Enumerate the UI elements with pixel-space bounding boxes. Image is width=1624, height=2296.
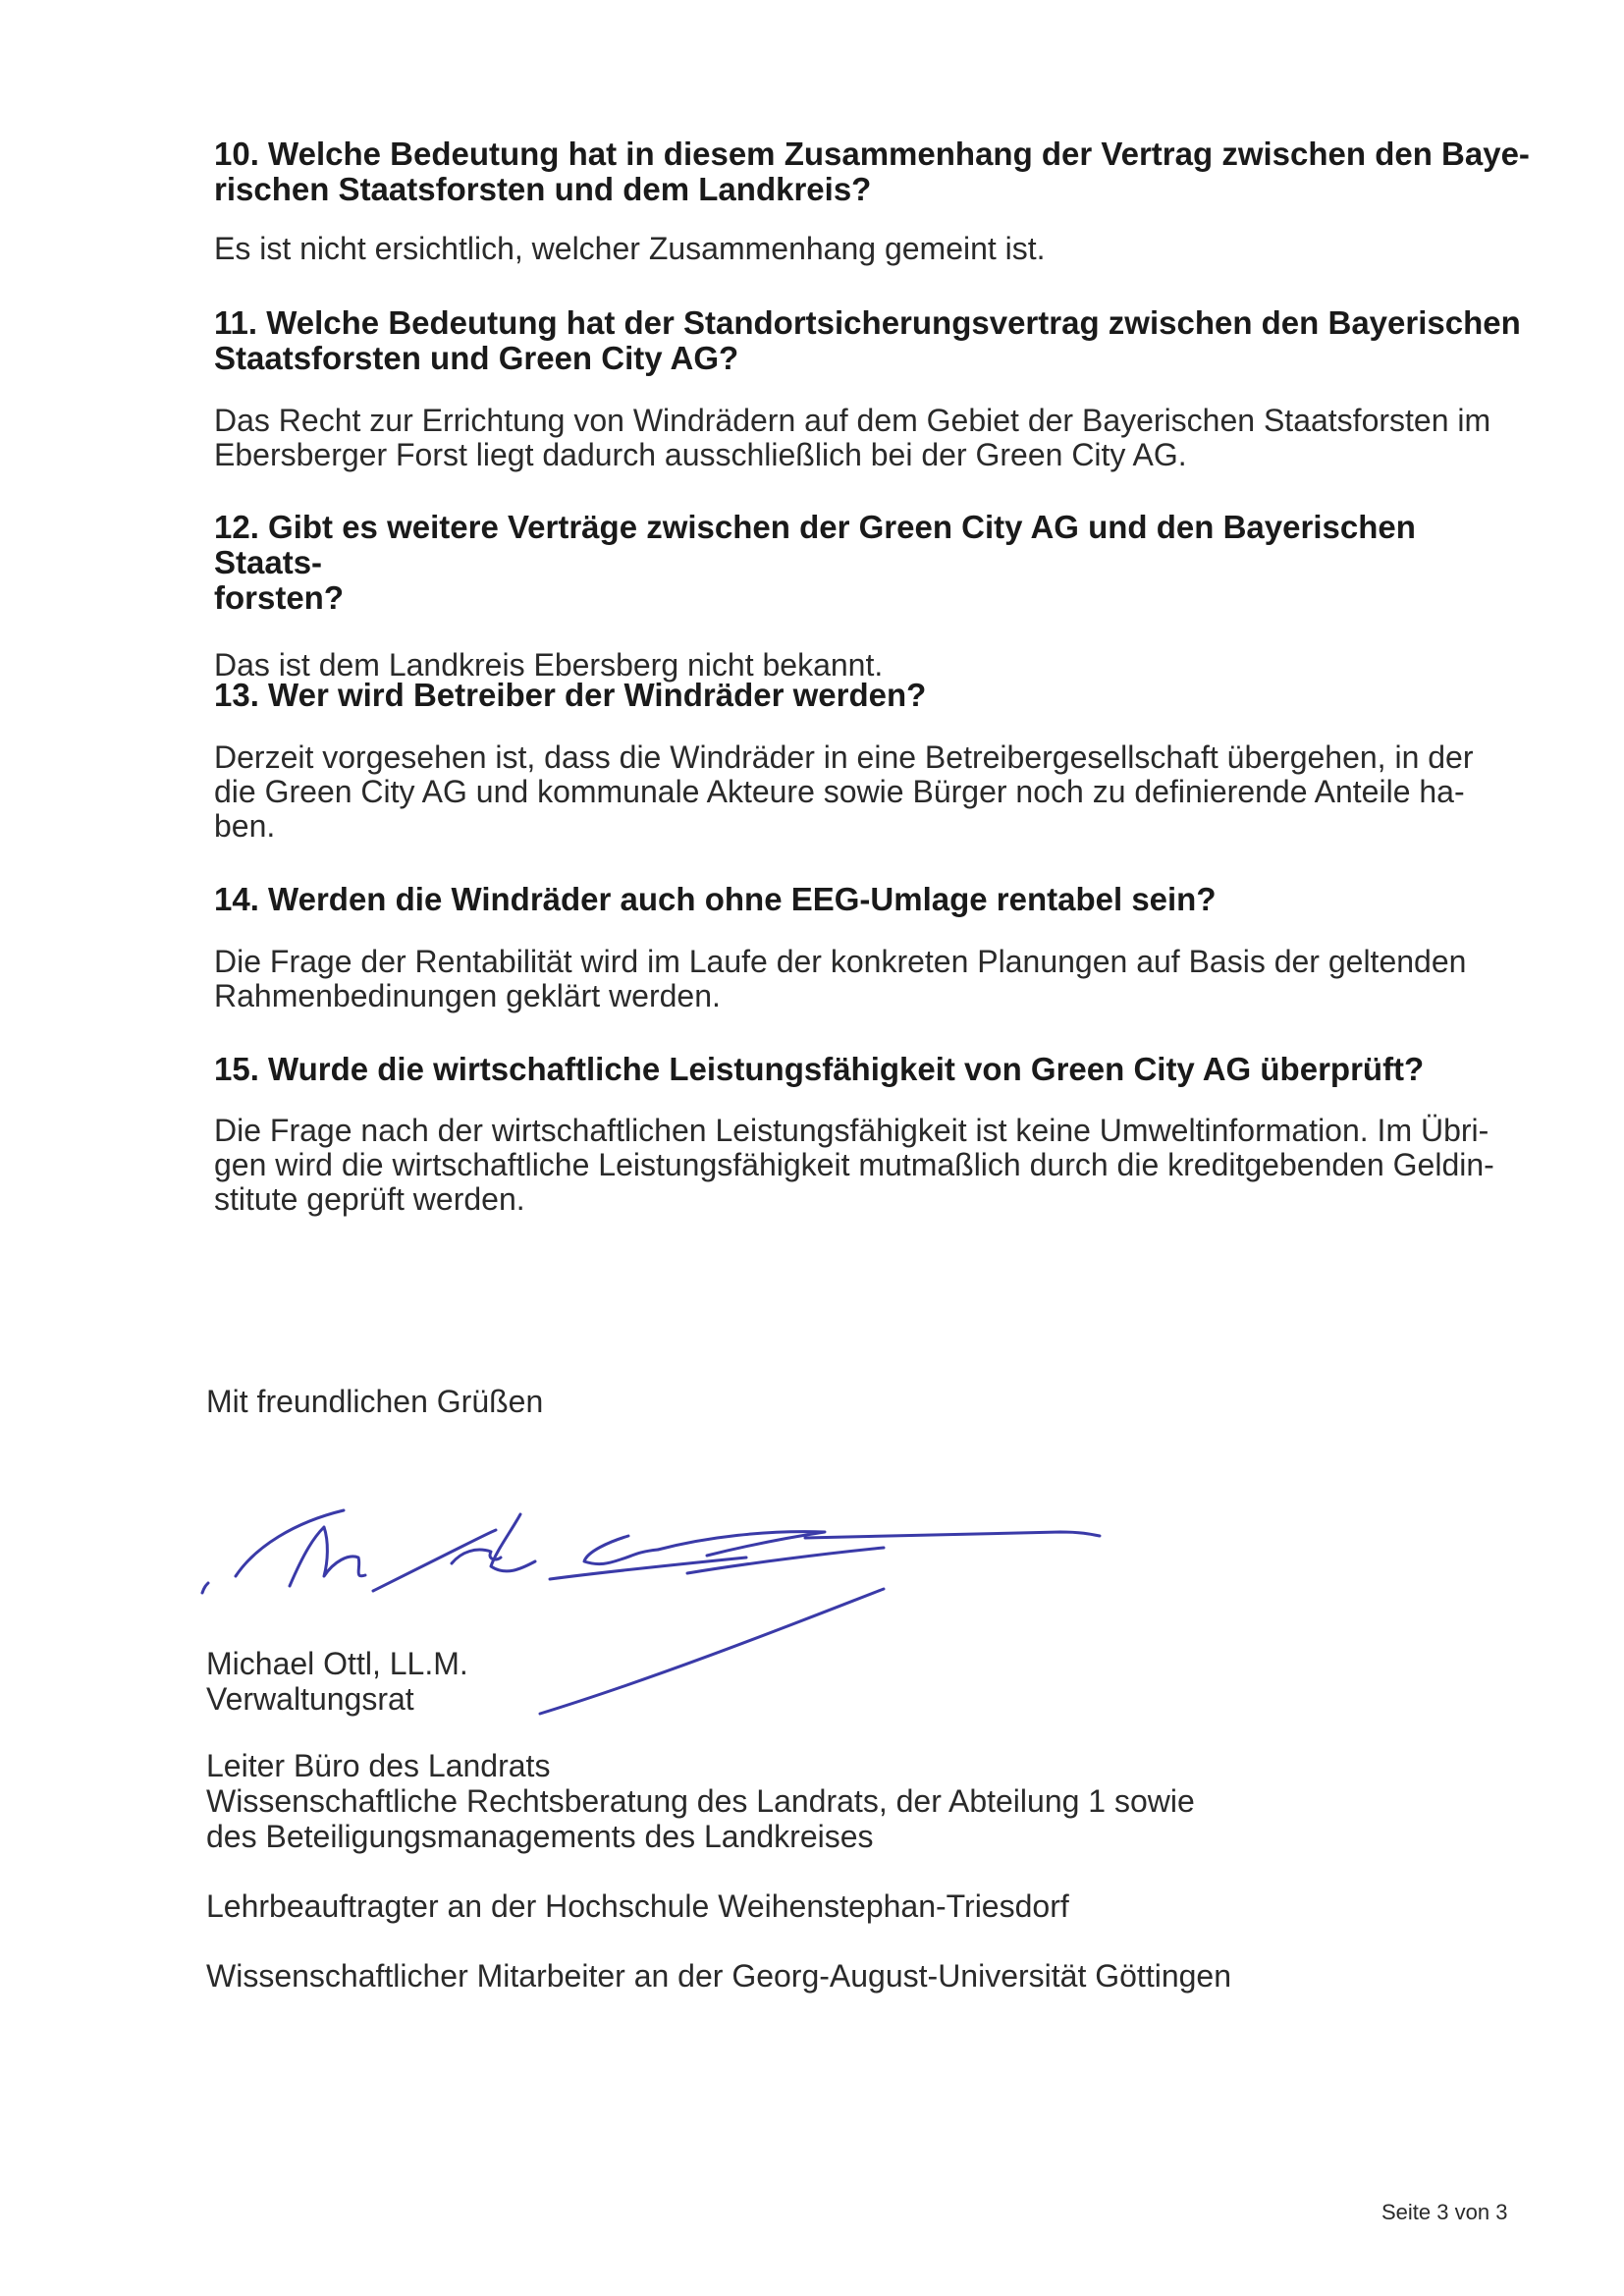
answer-15 — [214, 1114, 1530, 1217]
qa-item-13 — [214, 678, 1530, 844]
role-line: Leiter Büro des Landrats — [206, 1748, 551, 1783]
answer-10 — [214, 232, 1530, 266]
role-line: des Beteiligungsmanagements des Landkreises — [206, 1819, 874, 1854]
question-15 — [214, 1052, 1530, 1087]
role-block-3 — [206, 1958, 1231, 1994]
role-block-1 — [206, 1748, 1195, 1854]
question-line: rischen Staatsforsten und dem Landkreis? — [214, 171, 872, 207]
question-line: Staatsforsten und Green City AG? — [214, 340, 739, 376]
qa-item-12 — [214, 510, 1530, 683]
question-13 — [214, 678, 1530, 713]
page-number: Seite 3 von 3 — [1381, 2200, 1508, 2224]
signatory-block — [206, 1646, 468, 1717]
answer-13 — [214, 740, 1530, 844]
answer-11 — [214, 404, 1530, 472]
answer-line: Die Frage der Rentabilität wird im Laufe der konkreten Planungen auf Basis der geltenden — [214, 944, 1467, 979]
question-11 — [214, 305, 1530, 376]
answer-line: die Green City AG und kommunale Akteure sowie Bürger noch zu definierende Anteile ha- — [214, 774, 1465, 809]
role-block-2 — [206, 1888, 1069, 1924]
question-line: 15. Wurde die wirtschaftliche Leistungsfähigkeit von Green City AG überprüft? — [214, 1051, 1425, 1087]
qa-item-15 — [214, 1052, 1530, 1217]
role-line: Wissenschaftliche Rechtsberatung des Landrats, der Abteilung 1 sowie — [206, 1783, 1195, 1819]
question-line: 14. Werden die Windräder auch ohne EEG-Umlage rentabel sein? — [214, 881, 1217, 917]
signatory-name: Michael Ottl, LL.M. — [206, 1646, 468, 1681]
question-line: 11. Welche Bedeutung hat der Standortsicherungsvertrag zwischen den Bayerischen — [214, 304, 1521, 341]
answer-line: Ebersberger Forst liegt dadurch ausschließlich bei der Green City AG. — [214, 437, 1187, 472]
question-line: 10. Welche Bedeutung hat in diesem Zusammenhang der Vertrag zwischen den Baye- — [214, 136, 1530, 172]
answer-line: Die Frage nach der wirtschaftlichen Leistungsfähigkeit ist keine Umweltinformation. Im Übri- — [214, 1113, 1489, 1148]
signatory-title: Verwaltungsrat — [206, 1681, 414, 1717]
role-line: Lehrbeauftragter an der Hochschule Weihenstephan-Triesdorf — [206, 1888, 1069, 1924]
qa-item-14 — [214, 882, 1530, 1013]
question-12 — [214, 510, 1530, 616]
answer-14 — [214, 945, 1530, 1013]
question-line: forsten? — [214, 579, 344, 616]
answer-line: Das Recht zur Errichtung von Windrädern auf dem Gebiet der Bayerischen Staatsforsten im — [214, 403, 1491, 438]
closing-salutation: Mit freundlichen Grüßen — [206, 1384, 544, 1419]
question-10 — [214, 137, 1530, 207]
answer-line: Derzeit vorgesehen ist, dass die Windräder in eine Betreibergesellschaft übergehen, in der — [214, 739, 1474, 775]
question-line: 13. Wer wird Betreiber der Windräder werden? — [214, 677, 927, 713]
answer-line: ben. — [214, 808, 276, 844]
qa-item-11 — [214, 305, 1530, 472]
answer-line: gen wird die wirtschaftliche Leistungsfähigkeit mutmaßlich durch die kreditgebenden Geldin- — [214, 1147, 1494, 1182]
answer-line: Rahmenbedinungen geklärt werden. — [214, 978, 721, 1013]
answer-line: Es ist nicht ersichtlich, welcher Zusammenhang gemeint ist. — [214, 231, 1046, 266]
question-14 — [214, 882, 1530, 917]
qa-item-10 — [214, 137, 1530, 266]
role-line: Wissenschaftlicher Mitarbeiter an der Georg-August-Universität Göttingen — [206, 1958, 1231, 1994]
answer-line: Das ist dem Landkreis Ebersberg nicht bekannt. — [214, 647, 884, 683]
question-line: 12. Gibt es weitere Verträge zwischen der Green City AG und den Bayerischen Staats- — [214, 509, 1416, 580]
answer-line: stitute geprüft werden. — [214, 1181, 525, 1217]
